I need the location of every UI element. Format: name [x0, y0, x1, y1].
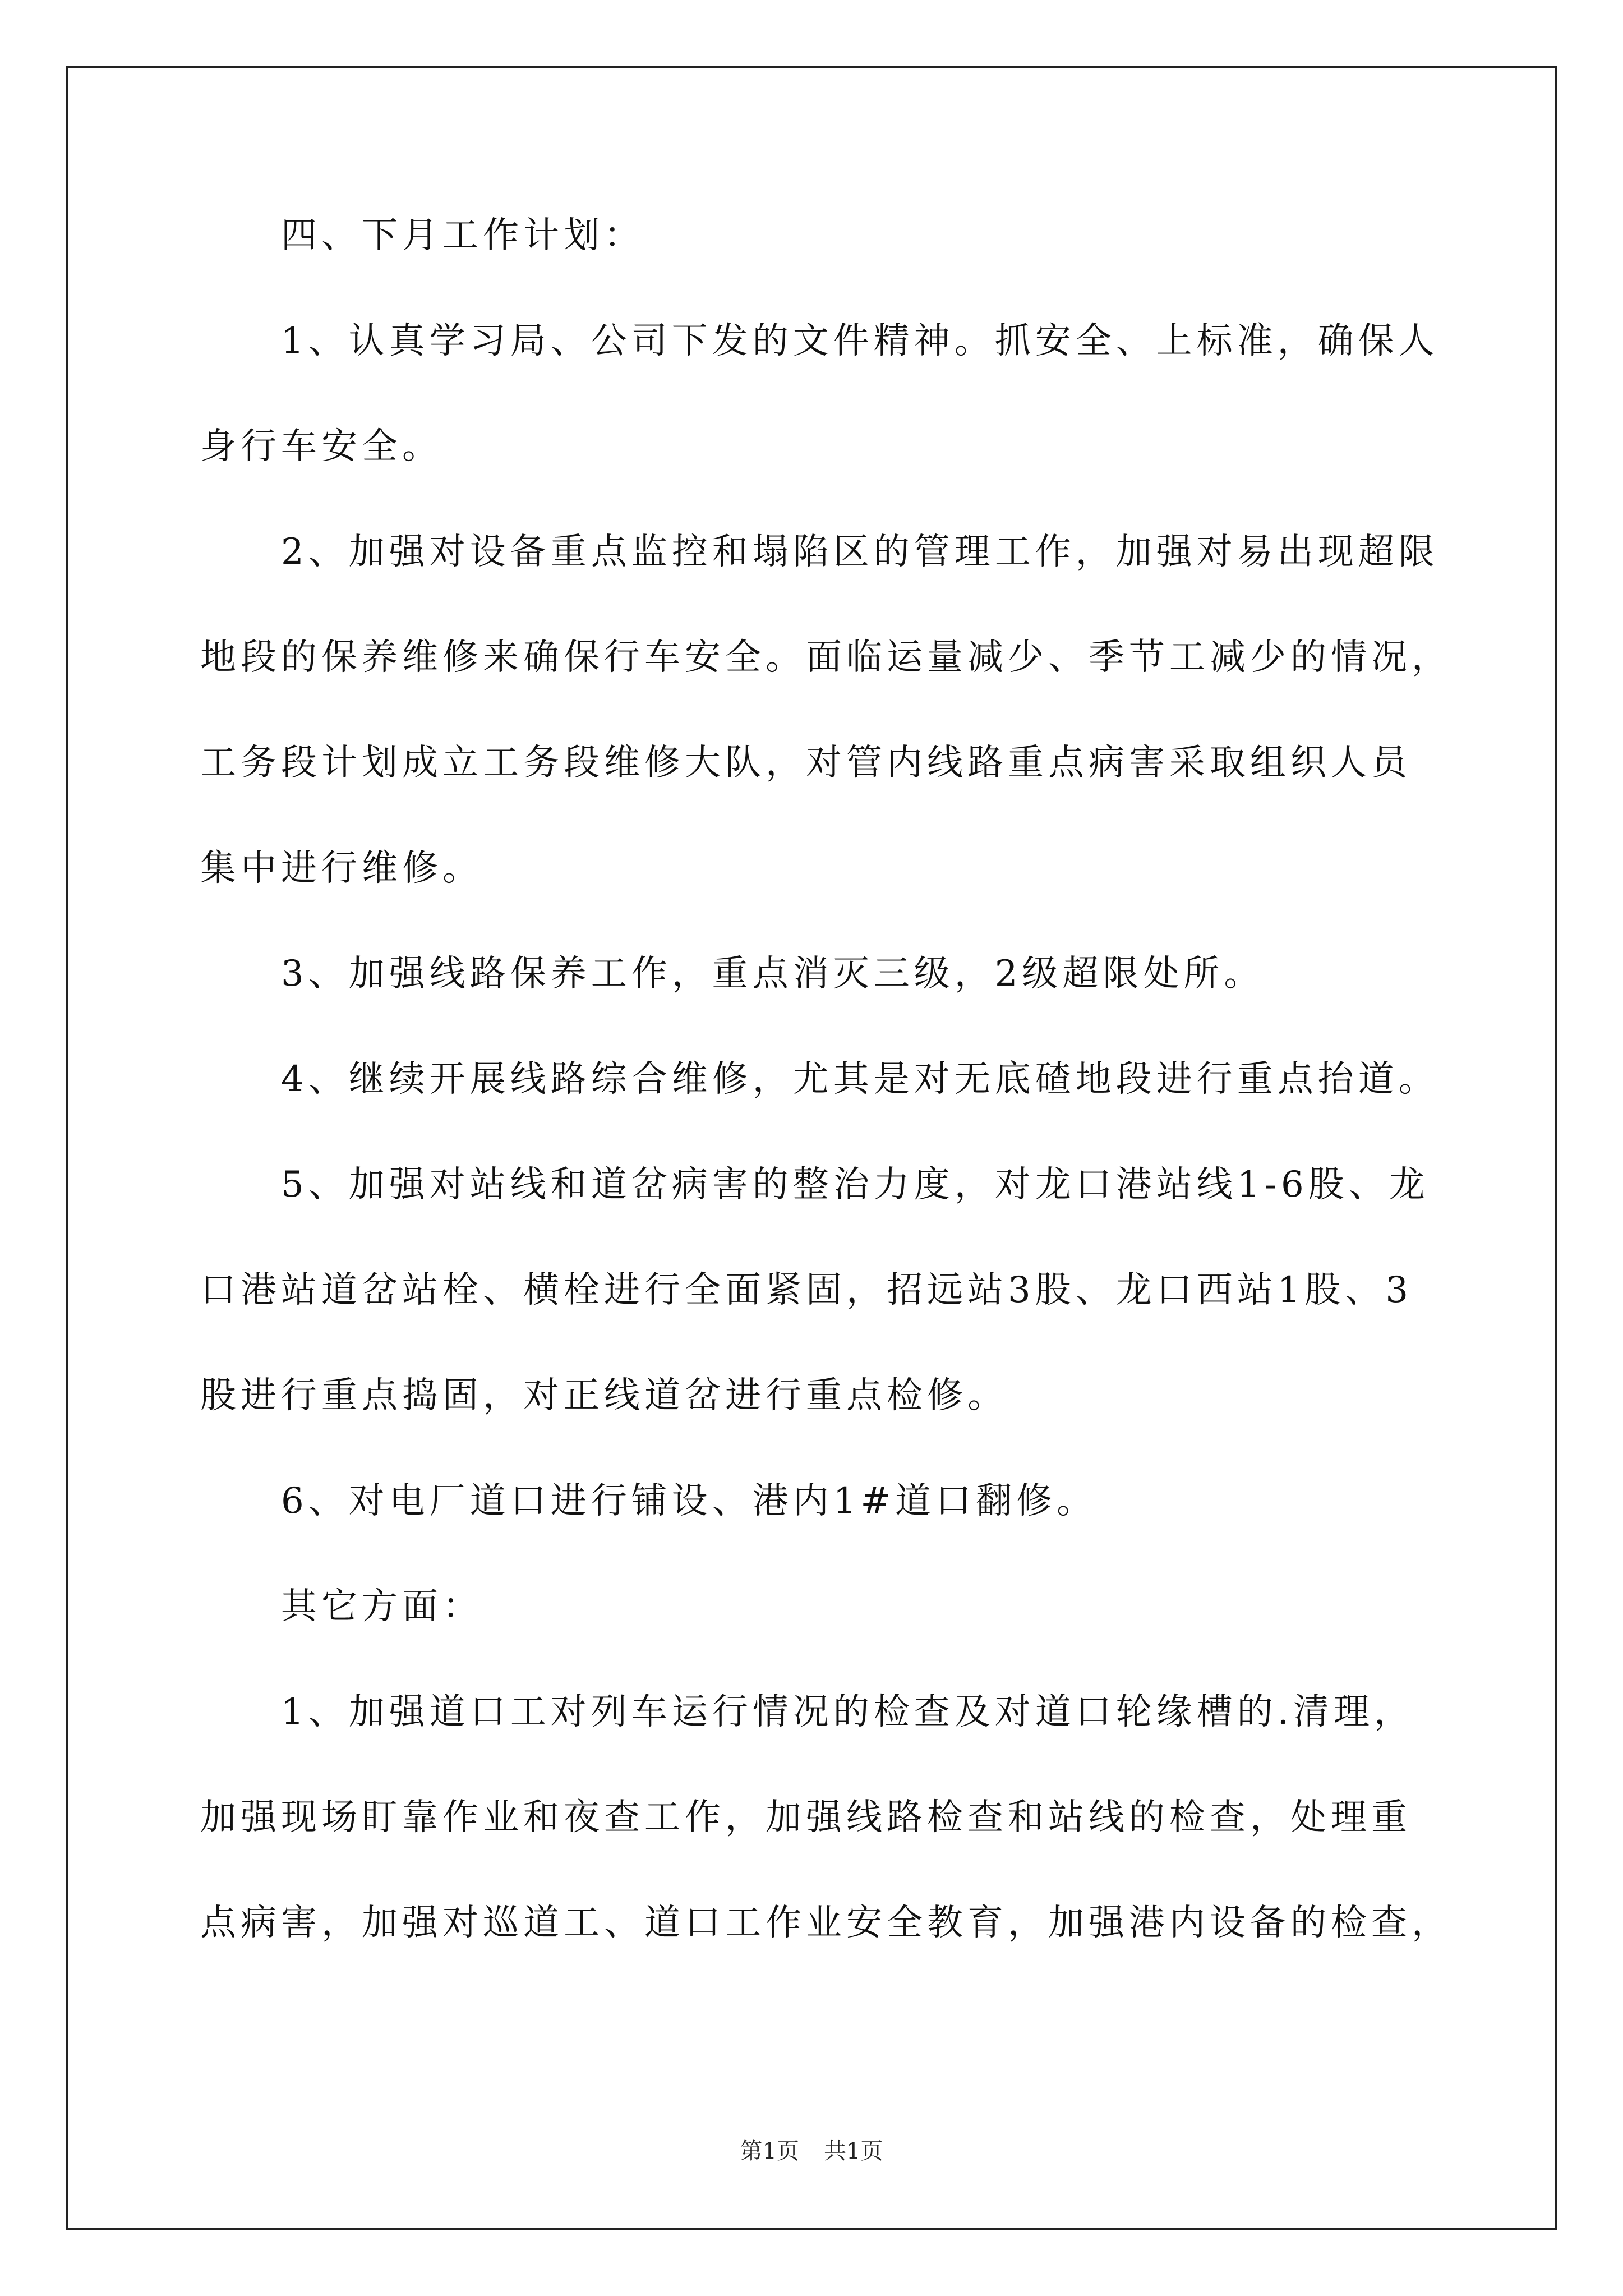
paragraph-line: 工务段计划成立工务段维修大队，对管内线路重点病害采取组织人员 — [200, 742, 1412, 784]
total-pages: 共1页 — [824, 2138, 883, 2164]
section-heading-other-aspects: 其它方面： — [281, 1586, 483, 1627]
page-number: 第1页 — [740, 2138, 799, 2164]
paragraph-line: 4、继续开展线路综合维修，尤其是对无底碴地段进行重点抬道。 — [281, 1059, 1439, 1100]
paragraph-line: 1、加强道口工对列车运行情况的检查及对道口轮缘槽的.清理， — [281, 1691, 1415, 1733]
section-heading-next-month-plan: 四、下月工作计划： — [281, 215, 644, 256]
paragraph-line: 身行车安全。 — [200, 426, 442, 467]
paragraph-line: 股进行重点捣固，对正线道岔进行重点检修。 — [200, 1375, 1008, 1416]
paragraph-line: 6、对电厂道口进行铺设、港内1#道口翻修。 — [281, 1480, 1098, 1522]
paragraph-line: 地段的保养维修来确保行车安全。面临运量减少、季节工减少的情况， — [200, 637, 1452, 678]
paragraph-line: 加强现场盯靠作业和夜查工作，加强线路检查和站线的检查，处理重 — [200, 1797, 1412, 1838]
paragraph-line: 2、加强对设备重点监控和塌陷区的管理工作，加强对易出现超限 — [281, 531, 1439, 573]
paragraph-line: 3、加强线路保养工作，重点消灭三级，2级超限处所。 — [281, 953, 1265, 995]
page-footer — [0, 2137, 1623, 2165]
paragraph-line: 点病害，加强对巡道工、道口工作业安全教育，加强港内设备的检查， — [200, 1902, 1452, 1944]
paragraph-line: 口港站道岔站栓、横栓进行全面紧固，招远站3股、龙口西站1股、3 — [200, 1269, 1413, 1311]
paragraph-line: 1、认真学习局、公司下发的文件精神。抓安全、上标准，确保人 — [281, 320, 1439, 362]
paragraph-line: 5、加强对站线和道岔病害的整治力度，对龙口港站线1-6股、龙 — [281, 1164, 1430, 1205]
paragraph-line: 集中进行维修。 — [200, 848, 483, 889]
